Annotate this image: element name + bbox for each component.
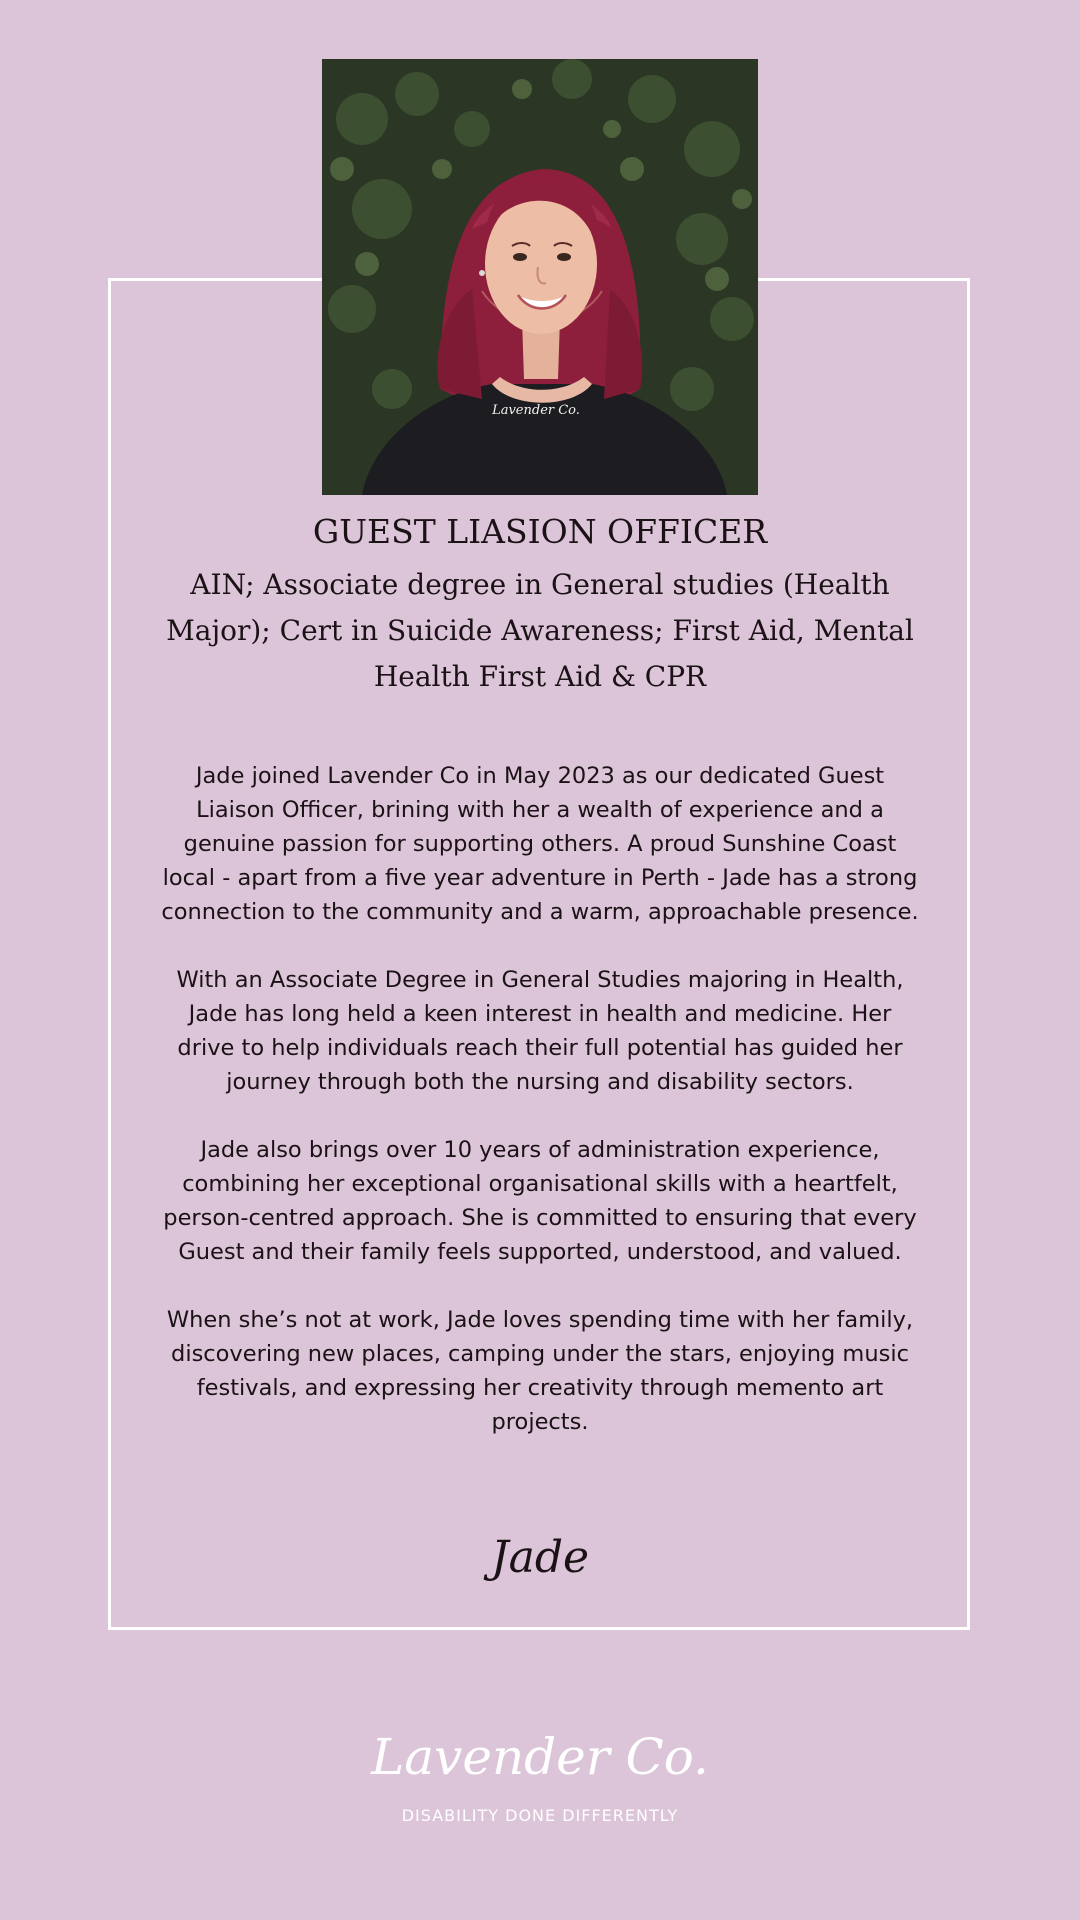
bio-paragraph: Jade joined Lavender Co in May 2023 as our dedicated Guest Liaison Officer, brining with her a wealth of experience and a genuine passion for supporting others. A proud Sunshine Coast local - apart from a five year adventure in Perth - Jade has a strong connection to the community and a warm, approachable presence. <box>161 763 919 925</box>
portrait-illustration <box>322 59 758 495</box>
brand-logo <box>371 1712 709 1798</box>
job-title: GUEST LIASION OFFICER <box>312 512 768 551</box>
shirt-logo: Lavender Co. <box>492 403 580 418</box>
signature <box>470 1520 610 1592</box>
brand-logo-text: Lavender Co. <box>371 1728 709 1786</box>
signature-text: Jade <box>490 1532 590 1583</box>
bio-paragraph: Jade also brings over 10 years of administration experience, combining her exceptional organisational skills with a heartfelt, person-centred approach. She is committed to ensuring that every Guest and their family feels supported, understood, and valued. <box>163 1137 917 1265</box>
bio-text <box>158 759 922 1439</box>
profile-photo <box>322 59 758 495</box>
bio-paragraph: When she’s not at work, Jade loves spending time with her family, discovering new places, camping under the stars, enjoying music festivals, and expressing her creativity through memento art projects. <box>166 1307 914 1435</box>
qualifications: AIN; Associate degree in General studies (Health Major); Cert in Suicide Awareness; First Aid, Mental Health First Aid & CPR <box>166 568 914 693</box>
brand-tagline: DISABILITY DONE DIFFERENTLY <box>401 1806 679 1825</box>
bio-paragraph: With an Associate Degree in General Studies majoring in Health, Jade has long held a keen interest in health and medicine. Her drive to help individuals reach their full potential has guided her journey through both the nursing and disability sectors. <box>176 967 904 1095</box>
